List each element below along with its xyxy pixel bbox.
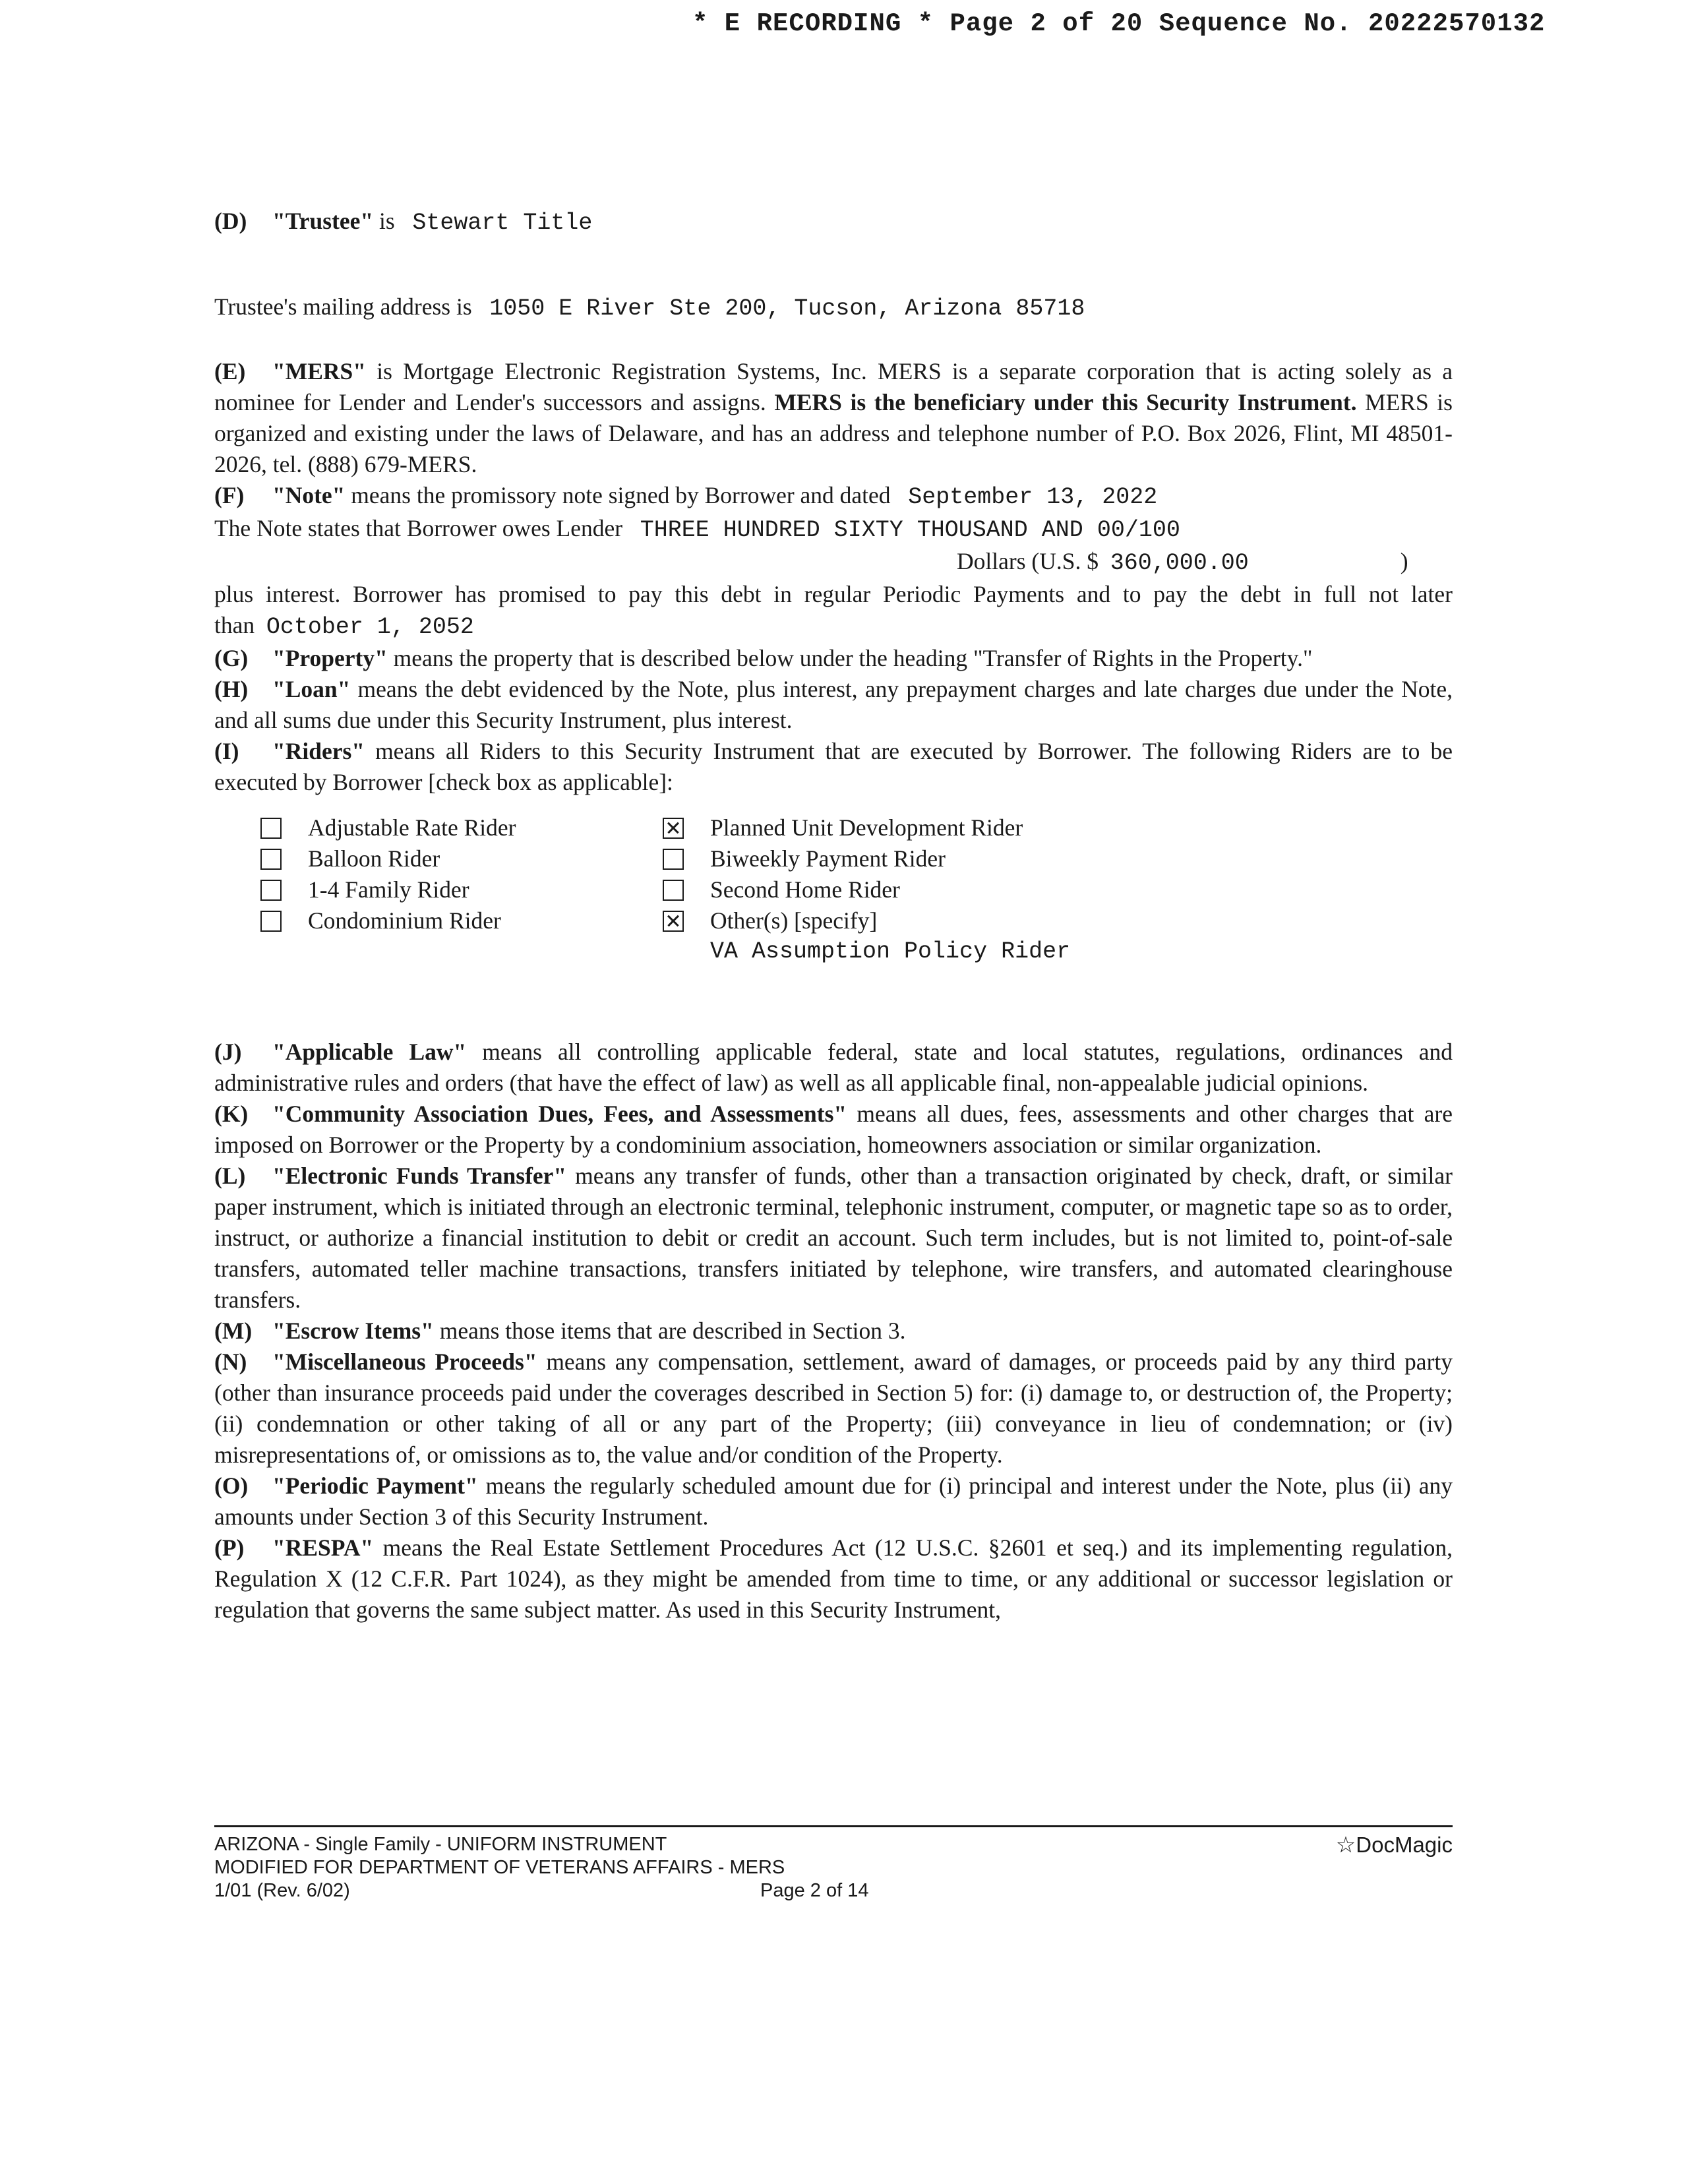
checkbox-checked[interactable] xyxy=(663,911,684,932)
section-e-mers xyxy=(214,356,1453,480)
term: "Note" xyxy=(272,482,346,508)
checkbox[interactable] xyxy=(260,818,282,839)
trustee-name: Stewart Title xyxy=(412,210,593,236)
text: MERS is organized and existing under the laws of Delaware, and has an address and telephone number of P.O. Box 2026, Flint, MI 48501-2026, tel. (888) 679-MERS. xyxy=(214,389,1453,477)
term: "Applicable Law" xyxy=(272,1039,467,1065)
rider-label: Other(s) [specify] xyxy=(710,907,878,934)
section-label: (G) xyxy=(214,645,249,671)
term: "Trustee" xyxy=(272,208,374,234)
section-label: (J) xyxy=(214,1039,242,1065)
checkbox[interactable] xyxy=(663,880,684,901)
riders-left-column xyxy=(260,812,516,936)
section-label: (K) xyxy=(214,1101,249,1127)
rider-label: 1-4 Family Rider xyxy=(308,876,469,903)
section-label: (H) xyxy=(214,676,249,702)
rider-item xyxy=(260,843,516,874)
rider-item xyxy=(663,812,1070,843)
text: means any compensation, settlement, award of damages, or proceeds paid by any third party (other than insurance proceeds paid under the coverages described in Section 5) for: (i) damage to, or destruction of, the Property; (ii) condemnation or other taking of all or any part of the Property; (iii) conveyance in lieu of condemnation; or (iv) misrepresentations of, or omissions as to, the value and/or condition of the Property. xyxy=(214,1349,1453,1468)
mers-beneficiary-statement: MERS is the beneficiary under this Security Instrument. xyxy=(774,389,1357,415)
maturity-date: October 1, 2052 xyxy=(266,614,474,640)
section-f-note xyxy=(214,480,1453,643)
trustee-address-value: 1050 E River Ste 200, Tucson, Arizona 85718 xyxy=(489,295,1085,322)
term: "Loan" xyxy=(272,676,351,702)
section-g-property xyxy=(214,643,1453,674)
term: "Miscellaneous Proceeds" xyxy=(272,1349,537,1375)
section-label: (E) xyxy=(214,358,246,384)
checkbox[interactable] xyxy=(260,880,282,901)
logo-text: DocMagic xyxy=(1356,1833,1453,1857)
text: means the Real Estate Settlement Procedures Act (12 U.S.C. §2601 et seq.) and its implementing regulation, Regulation X (12 C.F.R. Part 1024), as they might be amended from time to time, or any additional or successor legislation or regulation that governs the same subject matter. As used in this Security Instrument, xyxy=(214,1534,1453,1623)
text: means the regularly scheduled amount due for (i) principal and interest under the Note, plus (ii) any amounts under Section 3 of this Security Instrument. xyxy=(214,1472,1453,1530)
rider-item xyxy=(663,843,1070,874)
other-rider-name: VA Assumption Policy Rider xyxy=(710,938,1071,965)
term: "Escrow Items" xyxy=(272,1318,434,1344)
text: is xyxy=(373,208,401,234)
rider-item xyxy=(260,905,516,936)
section-k-community-association xyxy=(214,1099,1453,1161)
section-label: (O) xyxy=(214,1472,249,1499)
term: "Community Association Dues, Fees, and Assessments" xyxy=(272,1101,847,1127)
section-label: (P) xyxy=(214,1534,245,1561)
section-label: (N) xyxy=(214,1349,247,1375)
trustee-address xyxy=(214,291,1453,324)
form-identifier xyxy=(214,1833,785,1902)
rider-label: Adjustable Rate Rider xyxy=(308,814,516,841)
text: Trustee's mailing address is xyxy=(214,293,472,320)
footer-divider xyxy=(214,1825,1453,1827)
text: means all dues, fees, assessments and other charges that are imposed on Borrower or the Property by a condominium association, homeowners association or similar organization. xyxy=(214,1101,1453,1158)
text: means the property that is described below under the heading "Transfer of Rights in the Property." xyxy=(387,645,1313,671)
rider-item xyxy=(260,874,516,905)
note-date: September 13, 2022 xyxy=(908,484,1158,510)
riders-checklist xyxy=(260,812,1453,971)
loan-amount: 360,000.00 xyxy=(1110,550,1249,576)
section-m-escrow xyxy=(214,1316,1453,1347)
docmagic-logo xyxy=(1336,1833,1453,1857)
section-p-respa xyxy=(214,1532,1453,1625)
recording-header: * E RECORDING * Page 2 of 20 Sequence No. 20222570132 xyxy=(692,9,1546,38)
text: The Note states that Borrower owes Lender xyxy=(214,515,623,541)
page-footer xyxy=(214,1833,1453,1906)
footer-page-number: Page 2 of 14 xyxy=(760,1880,869,1901)
text: means all controlling applicable federal, state and local statutes, regulations, ordinances and administrative rules and orders (that have the effect of law) as well as all applicable final, non-appealable judicial opinions. xyxy=(214,1039,1453,1096)
footer-line: 1/01 (Rev. 6/02) xyxy=(214,1880,350,1901)
rider-other-specify xyxy=(663,936,1070,967)
section-n-misc-proceeds xyxy=(214,1347,1453,1471)
term: "Periodic Payment" xyxy=(272,1472,478,1499)
rider-label: Biweekly Payment Rider xyxy=(710,845,946,872)
section-d-trustee xyxy=(214,206,1453,239)
checkbox-checked[interactable] xyxy=(663,818,684,839)
text: is Mortgage Electronic Registration Systems, Inc. MERS is a separate corporation that is acting solely as a nominee for Lender and Lender's successors and assigns. xyxy=(214,358,1453,415)
term: "Riders" xyxy=(272,738,365,764)
amount-words: THREE HUNDRED SIXTY THOUSAND AND 00/100 xyxy=(640,517,1180,543)
term: "RESPA" xyxy=(272,1534,374,1561)
footer-line: ARIZONA - Single Family - UNIFORM INSTRUMENT xyxy=(214,1834,667,1855)
text: plus interest. Borrower has promised to pay this debt in regular Periodic Payments and to pay the debt in full not later than xyxy=(214,581,1453,638)
text: means any transfer of funds, other than a transaction originated by check, draft, or similar paper instrument, which is initiated through an electronic terminal, telephonic instrument, computer, or magnetic tape so as to order, instruct, or authorize a financial institution to debit or credit an account. Such term includes, but is not limited to, point-of-sale transfers, automated teller machine transactions, transfers initiated by telephone, wire transfers, and automated clearinghouse transfers. xyxy=(214,1163,1453,1313)
riders-right-column xyxy=(663,812,1070,967)
section-label: (F) xyxy=(214,482,245,508)
checkbox[interactable] xyxy=(260,849,282,870)
section-o-periodic-payment xyxy=(214,1471,1453,1532)
section-label: (M) xyxy=(214,1318,253,1344)
text: means those items that are described in Section 3. xyxy=(433,1318,906,1344)
star-outline-icon: ☆ xyxy=(1335,1833,1356,1858)
section-l-eft xyxy=(214,1161,1453,1316)
text: means all Riders to this Security Instrument that are executed by Borrower. The following Riders are to be executed by Borrower [check box as applicable]: xyxy=(214,738,1453,795)
section-i-riders xyxy=(214,736,1453,798)
checkbox[interactable] xyxy=(663,849,684,870)
rider-label: Planned Unit Development Rider xyxy=(710,814,1023,841)
section-j-applicable-law xyxy=(214,1037,1453,1099)
rider-label: Second Home Rider xyxy=(710,876,900,903)
text: ) xyxy=(1400,548,1408,574)
checkbox[interactable] xyxy=(260,911,282,932)
text: means the promissory note signed by Borrower and dated xyxy=(345,482,891,508)
footer-line: MODIFIED FOR DEPARTMENT OF VETERANS AFFAIRS - MERS xyxy=(214,1857,785,1878)
text: means the debt evidenced by the Note, plus interest, any prepayment charges and late charges due under the Note, and all sums due under this Security Instrument, plus interest. xyxy=(214,676,1453,733)
rider-label: Balloon Rider xyxy=(308,845,440,872)
section-h-loan xyxy=(214,674,1453,736)
section-label: (D) xyxy=(214,208,247,234)
section-label: (I) xyxy=(214,738,239,764)
term: "MERS" xyxy=(272,358,366,384)
rider-label: Condominium Rider xyxy=(308,907,501,934)
rider-item xyxy=(260,812,516,843)
section-label: (L) xyxy=(214,1163,246,1189)
term: "Electronic Funds Transfer" xyxy=(272,1163,567,1189)
rider-item xyxy=(663,905,1070,936)
document-body xyxy=(214,206,1453,1625)
term: "Property" xyxy=(272,645,388,671)
text: Dollars (U.S. $ xyxy=(957,548,1099,574)
rider-item xyxy=(663,874,1070,905)
